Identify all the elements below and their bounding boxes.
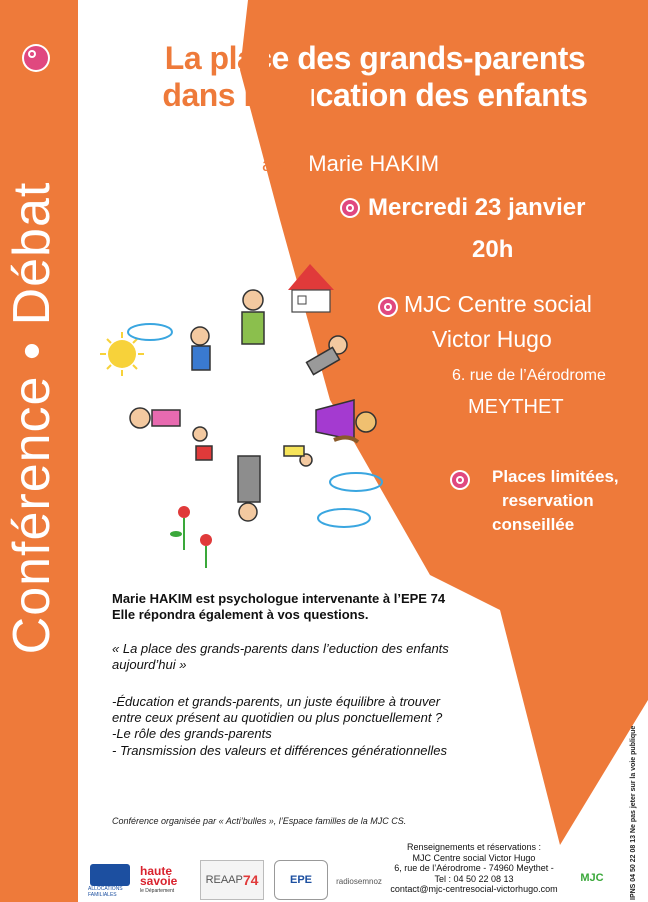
venue-address: 6. rue de l’Aérodrome bbox=[452, 367, 606, 384]
title-line-1: La place des grands-parents bbox=[110, 40, 640, 77]
speaker-line bbox=[262, 151, 439, 177]
reaap-logo: REAAP 74 bbox=[200, 860, 264, 900]
contact-email: contact@mjc-centresocial-victorhugo.com bbox=[390, 884, 558, 894]
title-line-2: dans l’éducation des enfants bbox=[110, 77, 640, 114]
event-time: 20h bbox=[472, 236, 514, 263]
intro-line-1: Marie HAKIM est psychologue intervenante à l’EPE 74 bbox=[112, 591, 446, 606]
contact-block bbox=[388, 842, 560, 895]
quote-line-1: « La place des grands-parents dans l’eduction des enfants bbox=[112, 641, 449, 656]
contact-line-1: Renseignements et réservations : bbox=[406, 842, 542, 852]
mjc-logo: MJC bbox=[580, 872, 604, 884]
point-line-1a: -Éducation et grands-parents, un juste équilibre à trouver bbox=[112, 694, 441, 709]
point-line-2: -Le rôle des grands-parents bbox=[112, 726, 272, 741]
vertical-heading: Conférence • Débat bbox=[3, 181, 61, 655]
contact-line-2: MJC Centre social Victor Hugo bbox=[412, 852, 536, 863]
radio-semnoz-logo: radiosemnoz bbox=[336, 876, 382, 886]
places-line-2: reservation bbox=[502, 491, 594, 510]
side-legal-note: IPNS 04 50 22 08 13 Ne pas jeter sur la voie publique bbox=[630, 725, 637, 900]
speaker-name: Marie HAKIM bbox=[308, 151, 440, 176]
epe-logo: EPE bbox=[274, 860, 328, 900]
speaker-prefix: avec bbox=[262, 155, 303, 176]
organizer-note: Conférence organisée par « Acti’bulles », l’Espace familles de la MJC CS. bbox=[112, 816, 407, 826]
event-date: Mercredi 23 janvier bbox=[368, 194, 586, 221]
point-line-3: - Transmission des valeurs et différences générationnelles bbox=[112, 743, 448, 758]
quote-line-2: aujourd’hui » bbox=[112, 657, 187, 672]
contact-line-3: 6, rue de l’Aérodrome - 74960 Meythet - bbox=[394, 863, 554, 873]
places-bullet-icon bbox=[452, 472, 468, 488]
point-line-1b: entre ceux présent au quotidien ou plus ponctuellement ? bbox=[112, 710, 443, 725]
target-icon bbox=[24, 46, 48, 70]
contact-line-4: Tel : 04 50 22 08 13 bbox=[434, 873, 514, 884]
venue-city: MEYTHET bbox=[468, 396, 564, 418]
page-title bbox=[110, 40, 640, 114]
places-line-1: Places limitées, bbox=[492, 467, 619, 486]
children-drawing-illustration bbox=[88, 250, 398, 570]
intro-line-2: Elle répondra également à vos questions. bbox=[112, 607, 369, 622]
venue-line-1: MJC Centre social bbox=[404, 291, 592, 317]
venue-line-2: Victor Hugo bbox=[432, 326, 552, 352]
caf-logo: ALLOCATIONS FAMILIALES bbox=[88, 862, 132, 900]
places-line-3: conseillée bbox=[492, 515, 575, 534]
date-bullet-icon bbox=[342, 200, 358, 216]
haute-savoie-logo: haute savoie le Département bbox=[140, 864, 178, 894]
caf-icon bbox=[90, 864, 130, 886]
